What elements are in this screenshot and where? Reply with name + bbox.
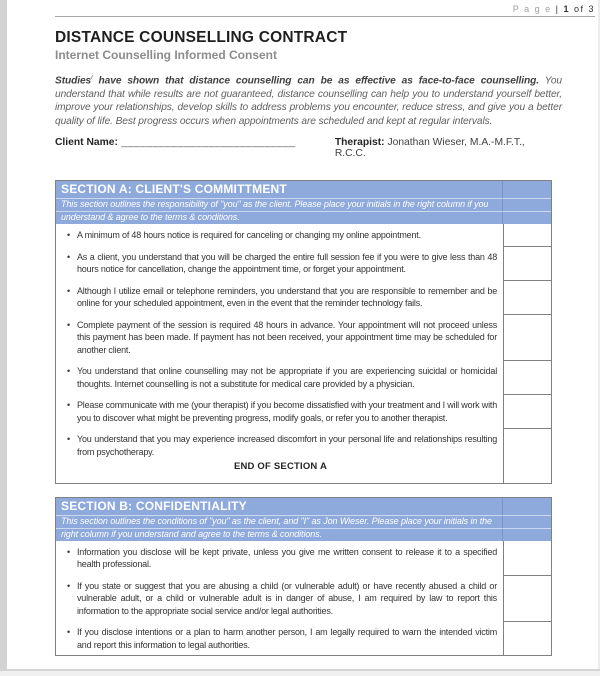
bullet-icon: • [67, 230, 70, 241]
intro-lead: Studies [55, 75, 92, 87]
section-b-table [55, 497, 552, 657]
section-b-subtitle-line2: right column if you understand and agree to the terms & conditions. [56, 528, 551, 541]
initials-cell[interactable] [503, 246, 551, 280]
client-name-field[interactable]: ____________________________ [117, 137, 296, 149]
section-a-table [55, 180, 552, 484]
clause-text: Please communicate with me (your therapist) if you become dissatisfied with your treatment and I will work with you to discover what might be preventing progress, modify goals, or refer you to another therapist. [77, 400, 497, 423]
clause-text-cell [56, 575, 503, 622]
clause-text-cell [56, 541, 503, 575]
end-of-section-a-label: END OF SECTION A [233, 461, 328, 473]
clause-text-cell [56, 314, 503, 361]
table-row [56, 314, 551, 361]
page-number-header [55, 4, 595, 17]
document-title: DISTANCE COUNSELLING CONTRACT [55, 29, 348, 46]
table-row [56, 428, 551, 483]
clause-text: Complete payment of the session is required 48 hours in advance. Your appointment will not proceed unless this payment has been made. If payment has not been received, your appointment time may be scheduled for another client. [77, 319, 497, 355]
therapist-name: Jonathan Wieser, M.A.-M.F.T., R.C.C. [334, 137, 525, 160]
initials-cell[interactable] [503, 621, 551, 655]
intro-paragraph [55, 71, 562, 128]
section-b-title: SECTION B: CONFIDENTIALITY [61, 498, 247, 513]
clause-text: A minimum of 48 hours notice is required for canceling or changing my online appointment. [77, 230, 421, 241]
table-row [56, 541, 551, 575]
section-b-body [56, 541, 551, 656]
clause-text-cell [56, 224, 503, 246]
bullet-icon: • [67, 546, 70, 557]
clause-text-cell [56, 621, 503, 655]
table-row [56, 621, 551, 655]
client-name-group [55, 137, 335, 159]
table-row [56, 575, 551, 622]
clause-text: As a client, you understand that you will be charged the entire full session fee if you were to give less than 48 hours notice for cancellation, change the appointment time, or forget your appointment. [77, 251, 497, 275]
clause-text: Although I utilize email or telephone reminders, you understand that you are responsible to remember and be online for your scheduled appointment, even in the event that the reminder technology fails. [77, 285, 497, 309]
bullet-icon: • [67, 366, 70, 377]
footnote-marker: i [91, 74, 93, 81]
bullet-icon: • [67, 285, 70, 296]
bullet-icon: • [67, 627, 70, 638]
table-row [56, 394, 551, 428]
therapist-group [335, 137, 552, 159]
initials-cell[interactable] [503, 314, 551, 361]
initials-cell[interactable] [503, 541, 551, 575]
intro-lead-rest: have shown that distance counselling can be as effective as face-to-face counselling. [92, 75, 539, 87]
initials-cell[interactable] [503, 224, 551, 246]
initials-cell[interactable] [503, 394, 551, 428]
table-row [56, 224, 551, 246]
clause-text-cell [56, 246, 503, 280]
table-row [56, 360, 551, 394]
section-a-body [56, 224, 551, 483]
clause-text: If you state or suggest that you are abusing a child (or vulnerable adult) or have recently abused a child or vulnerable adult, or a child or vulnerable adult is in danger of abuse, I am required by law to report this information to the appropriate social service and/or legal authorities. [77, 580, 497, 616]
page-separator: | [555, 4, 564, 14]
document-subtitle: Internet Counselling Informed Consent [55, 48, 278, 62]
section-a-title: SECTION A: CLIENT'S COMMITTMENT [61, 182, 287, 197]
therapist-label: Therapist: [334, 137, 385, 149]
clause-text-cell [56, 394, 503, 428]
document-content [55, 29, 562, 656]
bullet-icon: • [67, 319, 70, 330]
clause-text: Information you disclose will be kept private, unless you give me written consent to release it to a specified health professional. [77, 546, 497, 570]
table-row [56, 280, 551, 314]
clause-text: If you disclose intentions or a plan to harm another person, I am legally required to warn the intended victim and report this information to legal authorities. [77, 627, 497, 650]
table-row [56, 246, 551, 280]
bullet-icon: • [67, 580, 70, 591]
bullet-icon: • [67, 434, 70, 445]
clause-text-cell [56, 280, 503, 314]
section-a-subtitle-line1: This section outlines the responsibility of "you" as the client. Please place your initials in the right column if you [56, 198, 551, 211]
section-b-subtitle-line1: This section outlines the conditions of "you" as the client, and "I" as Jon Wieser. Please place your initials in the [56, 515, 551, 528]
initials-cell[interactable] [503, 575, 551, 622]
clause-text-cell [56, 360, 503, 394]
intro-body: You understand that while results are not guaranteed, distance counselling can help you to understand yourself better, improve your relationships, develop skills to address problems you encounter, reduce stress, and give you a better quality of life. Best progress occurs when appointments are scheduled and kept at regular intervals. [55, 75, 562, 127]
page-count: of 3 [569, 4, 595, 14]
clause-text: You understand that you may experience increased discomfort in your personal life and relationships resulting from psychotherapy. [77, 434, 497, 457]
bullet-icon: • [67, 251, 70, 262]
initials-cell[interactable] [503, 280, 551, 314]
clause-text: You understand that online counselling may not be appropriate if you are experiencing suicidal or homicidal thoughts. Internet counselling is not a substitute for medical care provided by a physician. [77, 366, 497, 389]
page-bottom-edge [0, 669, 600, 676]
section-b-header [56, 498, 551, 541]
section-a-subtitle-line2: understand & agree to the terms & conditions. [56, 211, 551, 224]
initials-cell[interactable] [503, 428, 551, 483]
client-name-label: Client Name: [55, 137, 118, 149]
initials-cell[interactable] [503, 360, 551, 394]
section-a-header [56, 181, 551, 224]
clause-text-cell [56, 428, 503, 483]
client-therapist-row [55, 137, 552, 159]
page-number: 1 [563, 4, 570, 14]
page-word: P a g e [512, 4, 556, 14]
bullet-icon: • [67, 400, 70, 411]
page-left-edge [0, 0, 7, 676]
